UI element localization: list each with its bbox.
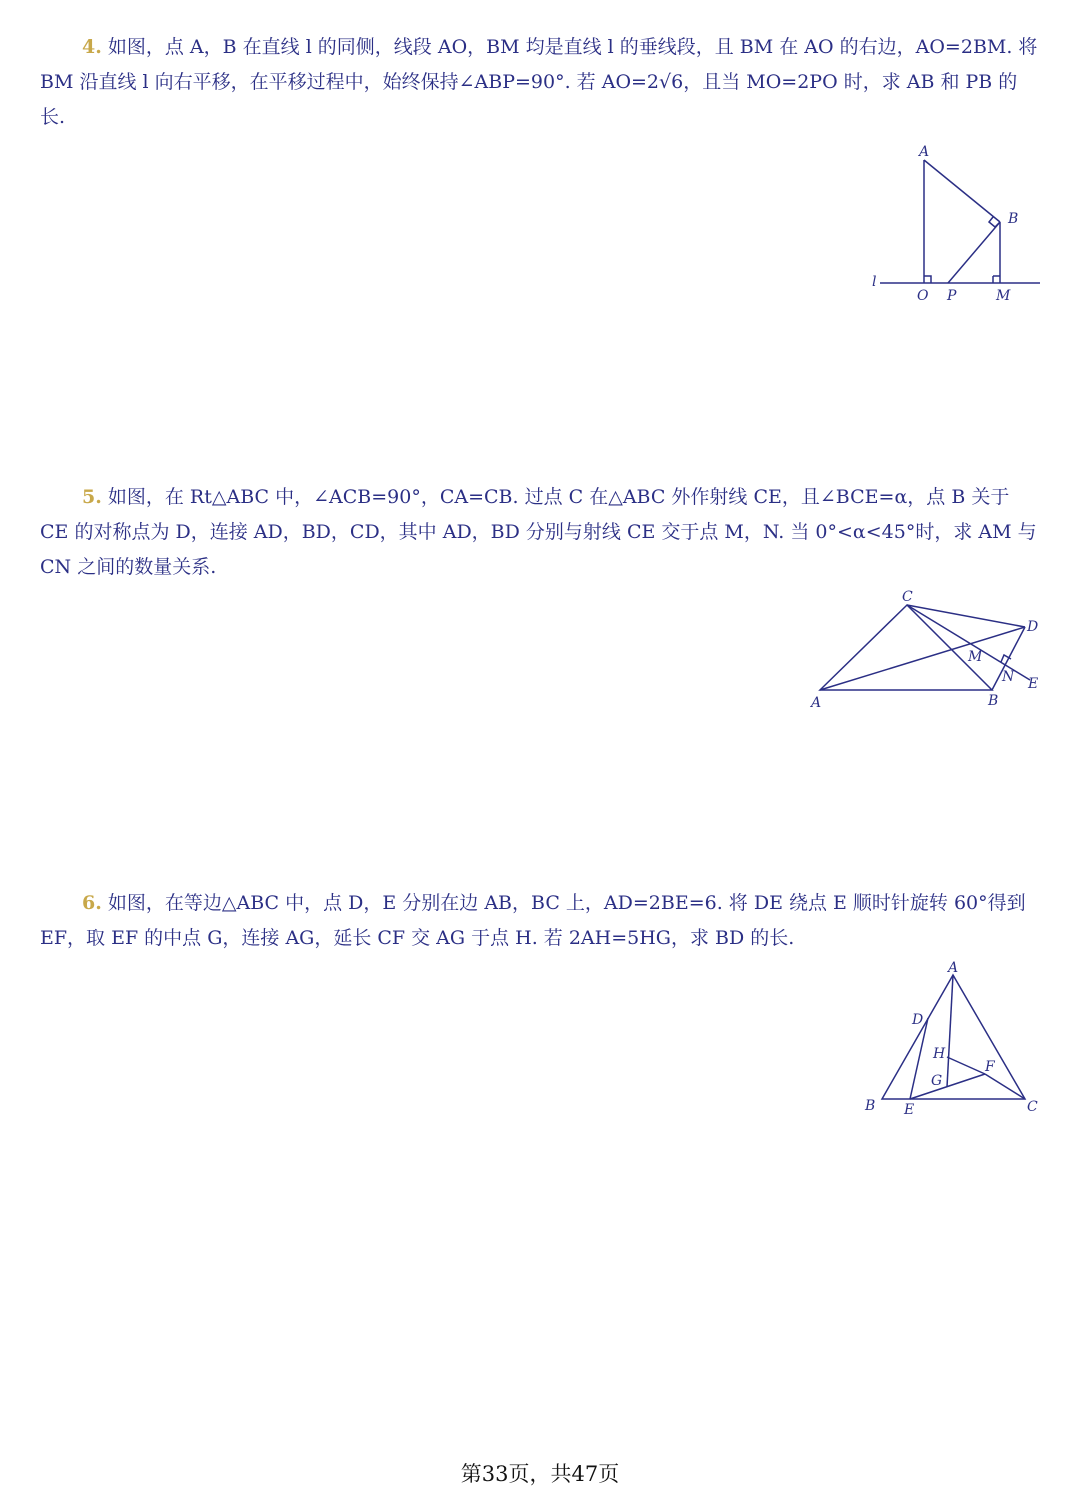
problem-statement: 如图，点 A，B 在直线 l 的同侧，线段 AO，BM 均是直线 l 的垂线段，且 BM 在 AO 的右边，AO=2BM. 将 BM 沿直线 l 向右平移，在平移过程中，始终保持∠ABP=90°. 若 AO=2√6，且当 MO=2PO 时，求 AB 和 PB 的长. bbox=[40, 36, 1038, 128]
label-P: P bbox=[947, 288, 957, 304]
triangle-ABC bbox=[882, 975, 1025, 1099]
segment-AB bbox=[924, 160, 1000, 222]
right-angle-O bbox=[924, 276, 931, 283]
figure-5 bbox=[805, 585, 1050, 715]
problem-statement: 如图，在等边△ABC 中，点 D，E 分别在边 AB，BC 上，AD=2BE=6. 将 DE 绕点 E 顺时针旋转 60°得到 EF，取 EF 的中点 G，连接 AG，延长 CF 交 AG 于点 H. 若 2AH=5HG，求 BD 的长. bbox=[40, 892, 1026, 949]
problem-5-text bbox=[40, 480, 1040, 585]
problem-5 bbox=[40, 480, 1040, 585]
label-H: H bbox=[933, 1046, 946, 1062]
figure-6 bbox=[860, 960, 1050, 1120]
label-E: E bbox=[1028, 676, 1039, 692]
segment-FH bbox=[947, 1057, 985, 1074]
triangle-ABC bbox=[820, 605, 992, 690]
label-A: A bbox=[919, 144, 930, 160]
figure-4 bbox=[860, 140, 1050, 315]
label-M: M bbox=[968, 649, 983, 665]
segment-FC bbox=[985, 1074, 1025, 1099]
problem-number: 4. bbox=[82, 36, 102, 58]
label-B: B bbox=[1008, 211, 1019, 227]
label-N: N bbox=[1002, 669, 1015, 685]
label-D: D bbox=[912, 1012, 924, 1028]
label-G: G bbox=[931, 1073, 943, 1089]
problem-number: 5. bbox=[82, 486, 102, 508]
label-F: F bbox=[985, 1059, 995, 1075]
label-A: A bbox=[948, 960, 959, 976]
problem-4 bbox=[40, 30, 1040, 135]
problem-6 bbox=[40, 886, 1040, 956]
problem-4-text bbox=[40, 30, 1040, 135]
segment-AG bbox=[947, 975, 953, 1087]
label-M: M bbox=[996, 288, 1011, 304]
segment-DE bbox=[910, 1018, 928, 1099]
label-A: A bbox=[811, 695, 822, 711]
problem-statement: 如图，在 Rt△ABC 中，∠ACB=90°，CA=CB. 过点 C 在△ABC 外作射线 CE，且∠BCE=α，点 B 关于 CE 的对称点为 D，连接 AD，BD，CD，其中 AD，BD 分别与射线 CE 交于点 M，N. 当 0°<α<45°时，求 AM 与 CN 之间的数量关系. bbox=[40, 486, 1037, 578]
label-C: C bbox=[1027, 1099, 1038, 1115]
label-D: D bbox=[1027, 619, 1039, 635]
problem-number: 6. bbox=[82, 892, 102, 914]
label-O: O bbox=[917, 288, 929, 304]
label-C: C bbox=[902, 589, 913, 605]
label-B: B bbox=[865, 1098, 876, 1114]
right-angle-B bbox=[989, 217, 1000, 227]
problem-6-text bbox=[40, 886, 1040, 956]
label-l: l bbox=[872, 274, 877, 290]
segment-BP bbox=[948, 222, 1000, 283]
page-footer: 第33页，共47页 bbox=[460, 1462, 620, 1486]
label-B: B bbox=[988, 693, 999, 709]
label-E: E bbox=[904, 1102, 915, 1118]
